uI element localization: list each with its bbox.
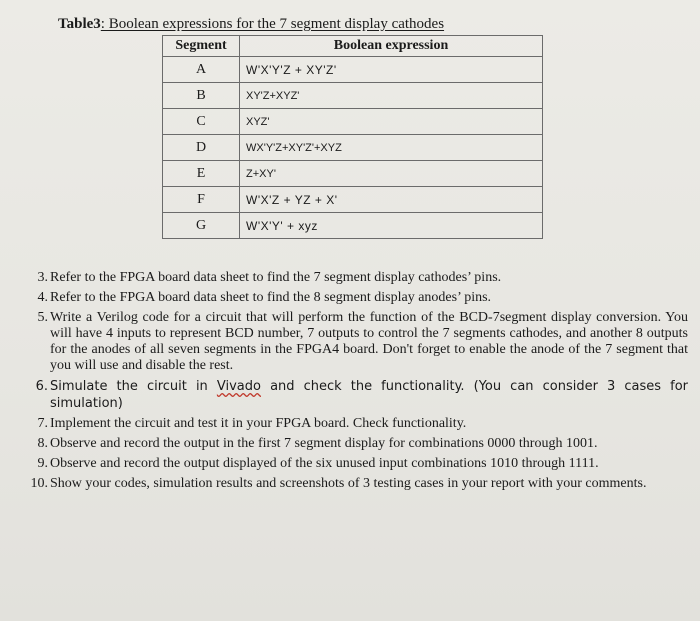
step-number: 8. bbox=[37, 436, 48, 451]
vivado-word: Vivado bbox=[216, 379, 261, 394]
list-item bbox=[28, 378, 688, 412]
segment-cell: D bbox=[163, 135, 240, 161]
table-header-row bbox=[163, 36, 543, 57]
table-row bbox=[163, 161, 543, 187]
list-item bbox=[28, 436, 688, 452]
expression-cell: XYZ' bbox=[240, 109, 543, 135]
list-item bbox=[28, 290, 688, 306]
step-text: Show your codes, simulation results and screenshots of 3 testing cases in your report with your comments. bbox=[50, 476, 647, 491]
step-number: 9. bbox=[37, 456, 48, 471]
step-text-before: Simulate the circuit in bbox=[50, 379, 217, 394]
step-number: 7. bbox=[37, 416, 48, 431]
expression-cell: W'X'Y'Z + XY'Z' bbox=[240, 57, 543, 83]
table-row bbox=[163, 213, 543, 239]
step-text: Observe and record the output displayed of the six unused input combinations 1010 through 1111. bbox=[50, 456, 599, 471]
table-caption-text: : Boolean expressions for the 7 segment display cathodes bbox=[100, 16, 445, 32]
step-number: 10. bbox=[30, 476, 48, 491]
table-caption bbox=[58, 16, 444, 33]
step-text: Refer to the FPGA board data sheet to find the 8 segment display anodes’ pins. bbox=[50, 290, 492, 305]
step-text-after: and check the functionality. (You can consider 3 cases for simulation) bbox=[50, 379, 688, 411]
expression-cell: W'X'Z + YZ + X' bbox=[240, 187, 543, 213]
table-row bbox=[163, 187, 543, 213]
segment-cell: F bbox=[163, 187, 240, 213]
step-text bbox=[50, 378, 688, 412]
segment-cell: E bbox=[163, 161, 240, 187]
list-item bbox=[28, 270, 688, 286]
expression-cell: Z+XY' bbox=[240, 161, 543, 187]
list-item bbox=[28, 310, 688, 374]
segment-cell: G bbox=[163, 213, 240, 239]
instruction-list bbox=[28, 270, 688, 496]
step-number: 4. bbox=[37, 290, 48, 305]
segment-cell: A bbox=[163, 57, 240, 83]
table-row bbox=[163, 109, 543, 135]
header-segment: Segment bbox=[163, 36, 240, 57]
table-row bbox=[163, 83, 543, 109]
step-text: Refer to the FPGA board data sheet to find the 7 segment display cathodes’ pins. bbox=[50, 270, 502, 285]
step-text: Observe and record the output in the first 7 segment display for combinations 0000 through 1001. bbox=[50, 436, 598, 451]
table-row bbox=[163, 57, 543, 83]
segment-cell: B bbox=[163, 83, 240, 109]
table-row bbox=[163, 135, 543, 161]
list-item bbox=[28, 456, 688, 472]
segment-cell: C bbox=[163, 109, 240, 135]
expression-cell: XY'Z+XYZ' bbox=[240, 83, 543, 109]
step-number: 3. bbox=[37, 270, 48, 285]
list-item bbox=[28, 416, 688, 432]
step-number: 6. bbox=[35, 379, 48, 394]
step-text: Write a Verilog code for a circuit that will perform the function of the BCD-7segment display conversion. You will have 4 inputs to represent BCD number, 7 outputs to control the 7 segments cathodes, and another 8 outputs for the anodes of all seven segments in the FPGA4 board. Don't forget to enable the anode of the 7 segment that you will use and disable the rest. bbox=[50, 310, 688, 373]
step-number: 5. bbox=[37, 310, 48, 325]
step-text: Implement the circuit and test it in your FPGA board. Check functionality. bbox=[50, 416, 467, 431]
list-item bbox=[28, 476, 688, 492]
expression-cell: WX'Y'Z+XY'Z'+XYZ bbox=[240, 135, 543, 161]
header-boolean-expression: Boolean expression bbox=[240, 36, 543, 57]
expression-cell: W'X'Y' + xyz bbox=[240, 213, 543, 239]
table-caption-label: Table3 bbox=[58, 16, 101, 32]
boolean-expression-table bbox=[162, 35, 543, 239]
